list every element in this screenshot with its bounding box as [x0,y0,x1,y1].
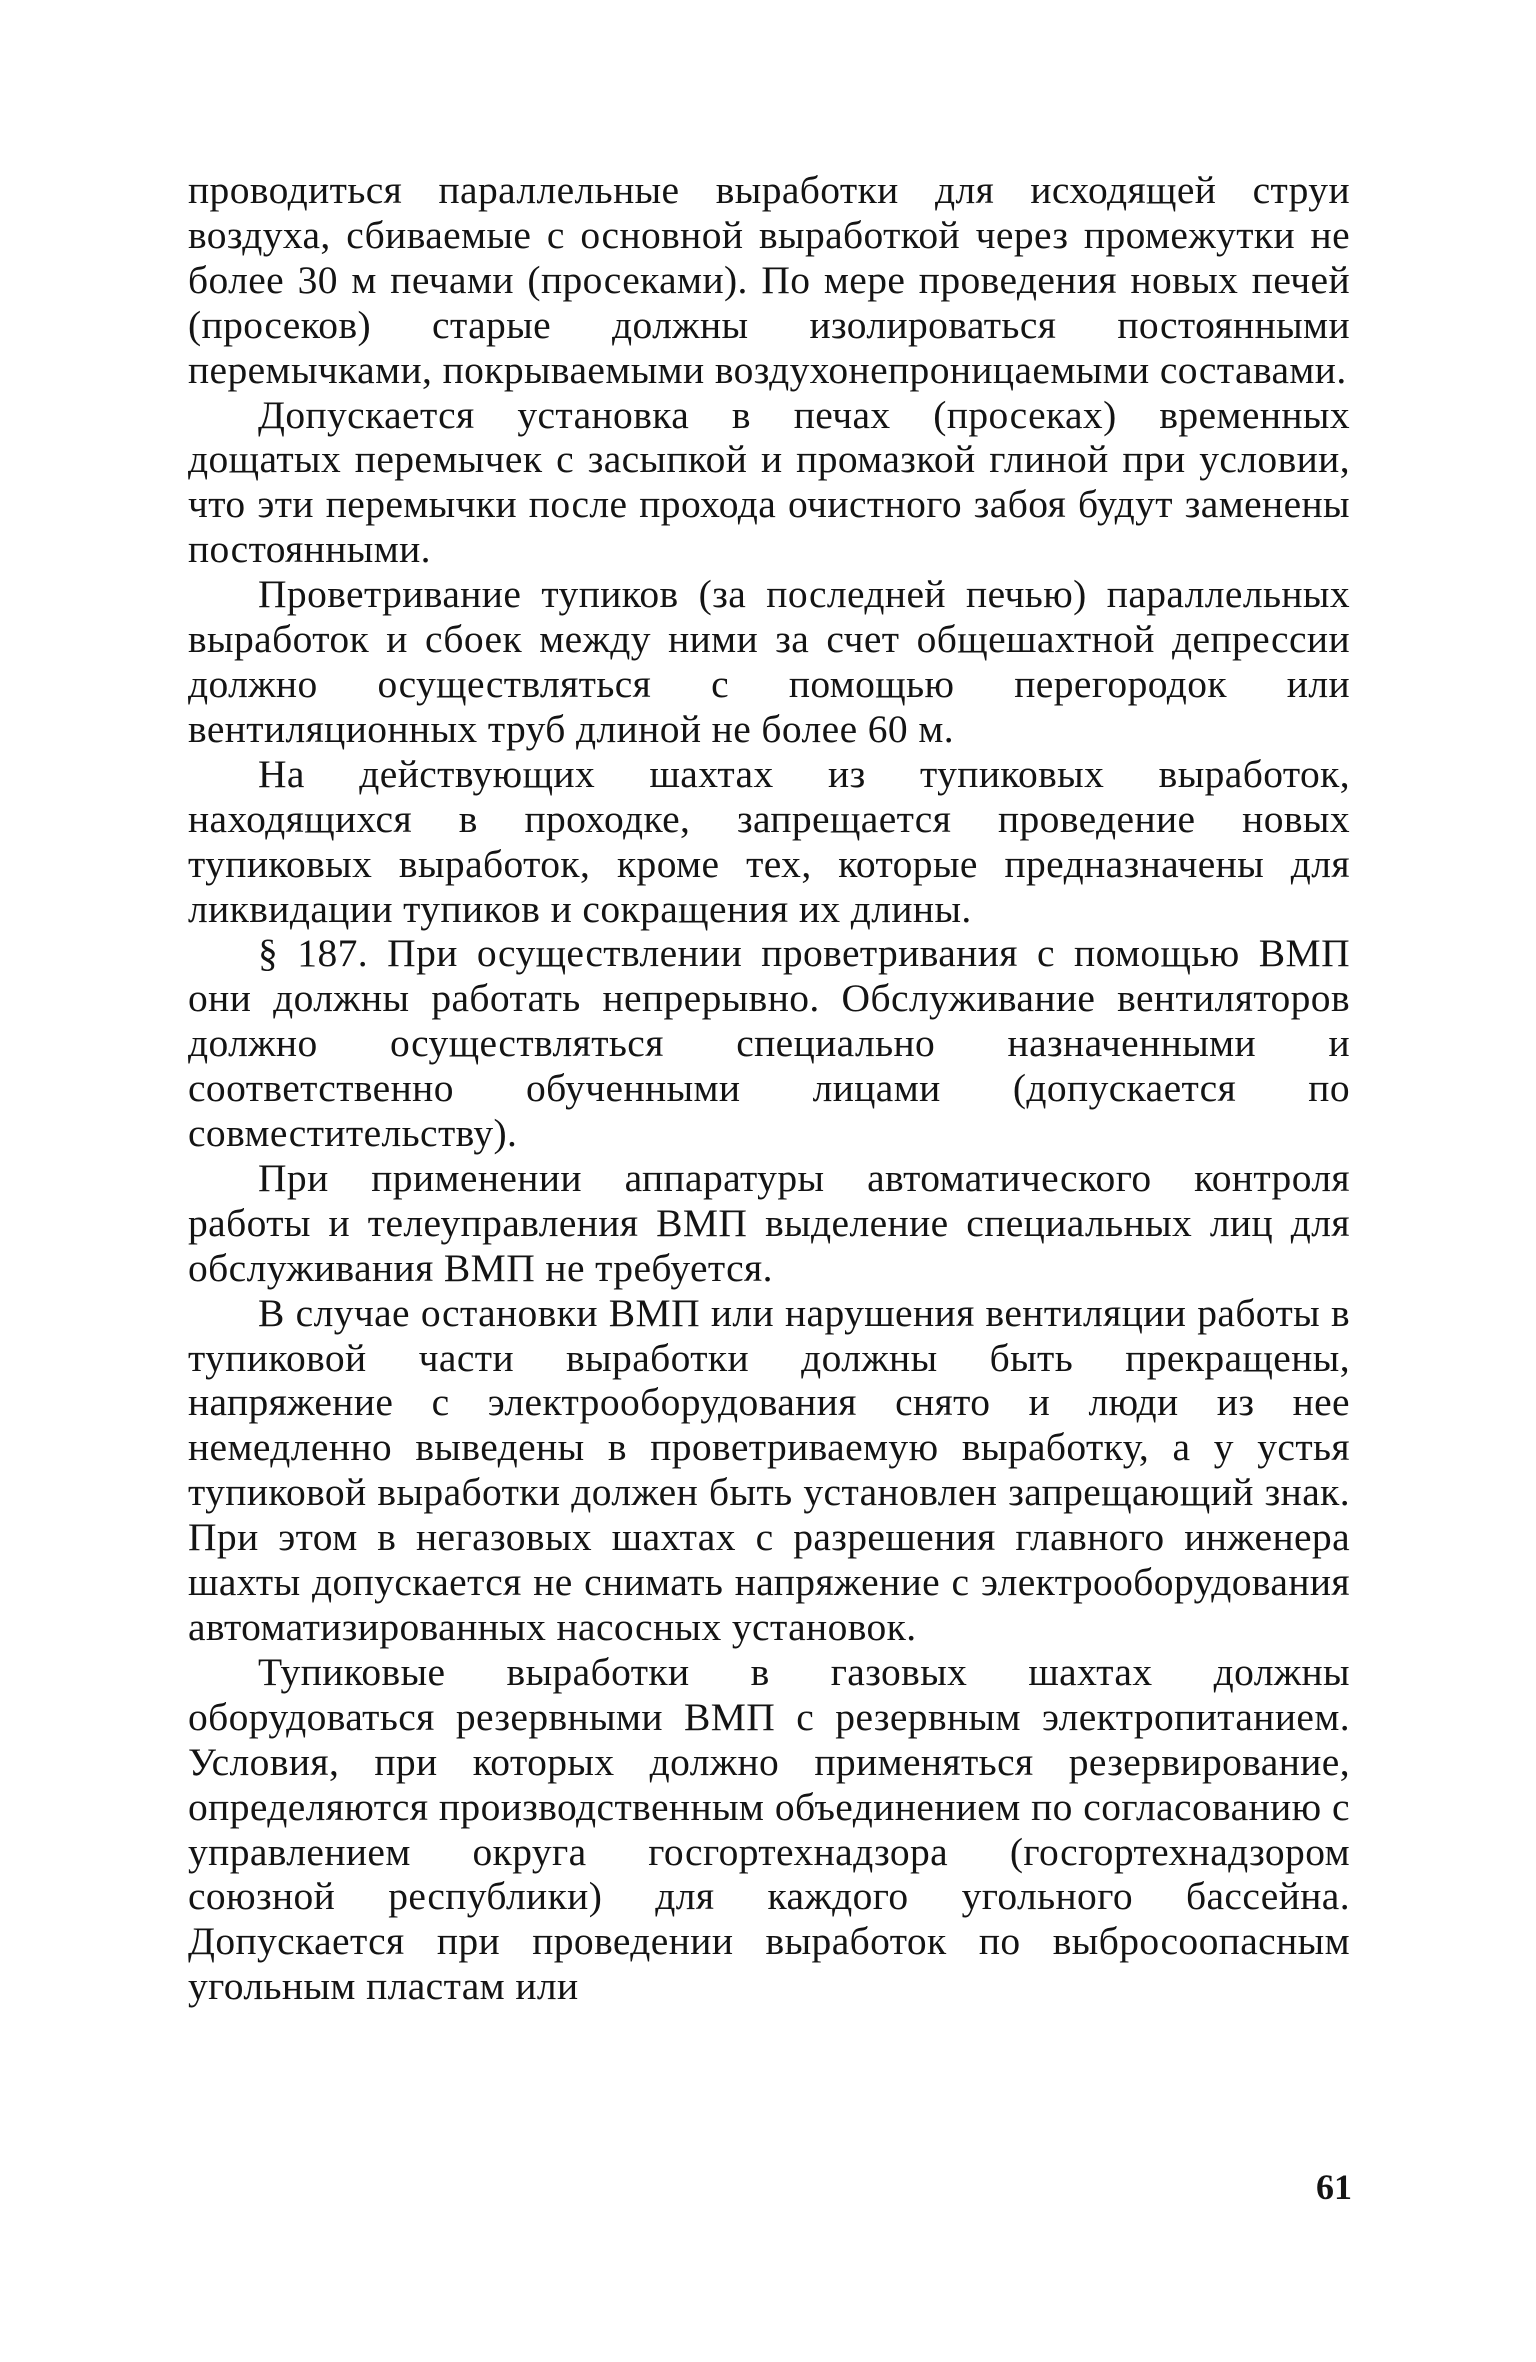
paragraph-4: На действующих шахтах из тупиковых выработок, находящихся в проходке, запрещается проведение новых тупиковых выработок, кроме тех, которые предназначены для ликвидации тупиков и сокращения их длины. [188,751,1350,931]
body-text [188,168,1350,2009]
paragraph-7: В случае остановки ВМП или нарушения вентиляции работы в тупиковой части выработки должны быть прекращены, напряжение с электрооборудования снято и люди из нее немедленно выведены в проветриваемую выработку, а у устья тупиковой выработки должен быть установлен запрещающий знак. При этом в негазовых шахтах с разрешения главного инженера шахты допускается не снимать напряжение с электрооборудования автоматизированных насосных установок. [188,1290,1350,1649]
paragraph-8: Тупиковые выработки в газовых шахтах должны оборудоваться резервными ВМП с резервным электропитанием. Условия, при которых должно применяться резервирование, определяются производственным объединением по согласованию с управлением округа госгортехнадзора (госгортехнадзором союзной республики) для каждого угольного бассейна. Допускается при проведении выработок по выбросоопасным угольным пластам или [188,1649,1350,2009]
paragraph-2: Допускается установка в печах (просеках) временных дощатых перемычек с засыпкой и промазкой глиной при условии, что эти перемычки после прохода очистного забоя будут заменены постоянными. [188,392,1350,572]
paragraph-1: проводиться параллельные выработки для исходящей струи воздуха, сбиваемые с основной выработкой через промежутки не более 30 м печами (просеками). По мере проведения новых печей (просеков) старые должны изолироваться постоянными перемычками, покрываемыми воздухонепроницаемыми составами. [188,168,1350,392]
paragraph-3: Проветривание тупиков (за последней печью) параллельных выработок и сбоек между ними за счет общешахтной депрессии должно осуществляться с помощью перегородок или вентиляционных труб длиной не более 60 м. [188,572,1350,751]
page-number: 61 [1316,2167,1352,2207]
paragraph-5-section-187: § 187. При осуществлении проветривания с помощью ВМП они должны работать непрерывно. Обслуживание вентиляторов должно осуществляться специально назначенными и соответственно обученными лицами (допускается по совместительству). [188,931,1350,1156]
paragraph-6: При применении аппаратуры автоматического контроля работы и телеуправления ВМП выделение специальных лиц для обслуживания ВМП не требуется. [188,1155,1350,1290]
